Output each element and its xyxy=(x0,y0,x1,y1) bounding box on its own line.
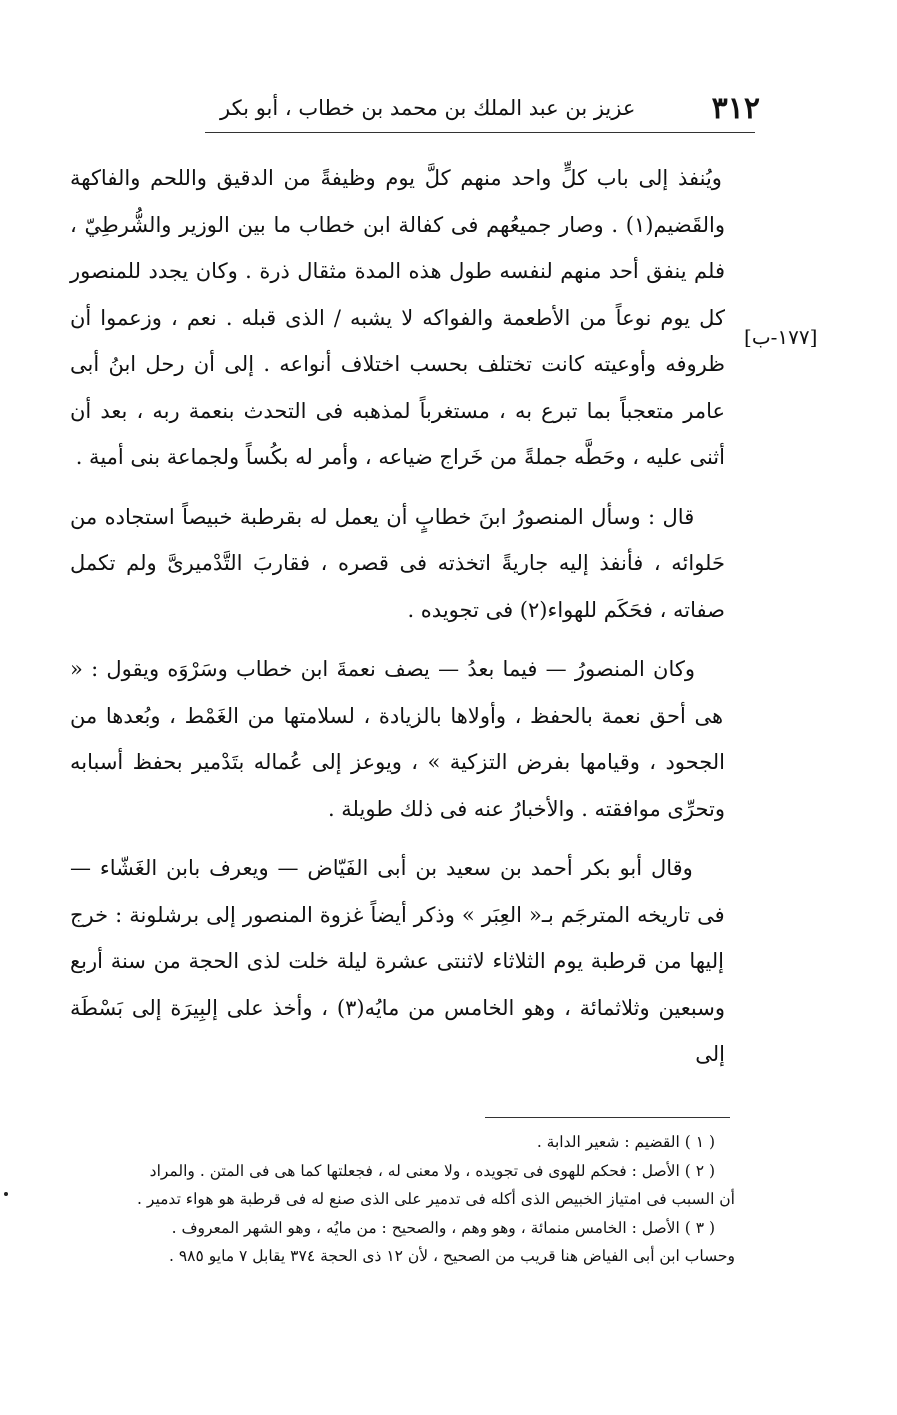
header-rule xyxy=(205,132,755,133)
text-line: تختلف بحسب اختلاف أنواعه . إلى أن رحل ابنُ أبى عامر متعجباً بما تبرع به ، xyxy=(70,352,725,423)
text-line: فحَكَم للهواء(٢) فى تجويده . xyxy=(407,597,653,622)
text-line: وكان المنصورُ — فيما بعدُ — يصف نعمةَ ابن خطاب وسَرْوَه ويقول : xyxy=(82,657,695,681)
text-line: وسبعين وثلاثمائة ، وهو الخامس من مايُه(٣) ، وأخذ على إلبِيرَة إلى بَسْطَة إلى xyxy=(70,995,725,1066)
footnotes xyxy=(55,1128,735,1271)
text-line: أحد منهم لنفسه طول هذه المدة مثقال ذرة . وكان يجدد للمنصور كل يوم نوعاً من xyxy=(70,259,725,330)
text-line: إليها من قرطبة يوم الثلاثاء لاثنتى عشرة ليلة خلت لذى الحجة من سنة أربع xyxy=(70,949,724,973)
text-line: « هى أحق نعمة بالحفظ ، وأولاها بالزيادة ، لسلامتها من الغَمْط ، وبُعدها من xyxy=(70,657,724,728)
footnote-3: ( ٣ ) الأصل : الخامس منمائة ، وهو وهم ، والصحيح : من مايُه ، وهو الشهر المعروف . xyxy=(171,1218,715,1237)
text-line: موافقته . والأخبارُ عنه فى ذلك طويلة . xyxy=(327,796,661,821)
text-line: الجحود ، وقيامها بفرض التزكية » ، ويوعز إلى عُماله بتَدْمير بحفظ أسبابه وتحرِّى xyxy=(70,750,725,821)
text-line: مستغرباً لمذهبه فى التحدث بنعمة ربه ، بعد أن أثنى عليه ، وحَطَّه جملةً من خَراج xyxy=(70,398,725,469)
paragraph-1 xyxy=(70,155,725,481)
text-line: ويُنفذ إلى باب كلٍّ واحد منهم كلَّ يوم وظيفةً من الدقيق واللحم والفاكهة xyxy=(70,166,722,190)
footnote-3-continuation: وحساب ابن أبى الفياض هنا قريب من الصحيح ، لأن ١٢ ذى الحجة ٣٧٤ يقابل ٧ مايو ٩٨٥ . xyxy=(169,1247,735,1265)
text-line: والقَضيم(١) . وصار جميعُهم فى كفالة ابن خطاب ما بين الوزير والشُّرطِيّ ، فلم ينفق xyxy=(70,212,725,283)
text-line: حَلوائه ، فأنفذ إليه جاريةً اتخذته فى قصره ، فقاربَ التَّدْميرىَّ ولم تكمل صفاته ، xyxy=(70,551,725,622)
text-line: الأطعمة والفواكه لا يشبه / الذى قبله . نعم ، وزعموا أن ظروفه وأوعيته كانت xyxy=(70,305,725,376)
footnote-2-continuation: أن السبب فى امتياز الخبيص الذى أكله فى تدمير على الذى صنع له فى قرطبة هو هواء تدمير . xyxy=(137,1190,735,1208)
main-text xyxy=(70,155,725,1078)
manuscript-folio-marker: [١٧٧-ب] xyxy=(744,325,818,349)
paragraph-2 xyxy=(70,494,725,634)
running-header xyxy=(200,88,760,128)
text-line: وقال أبو بكر أحمد بن سعيد بن أبى الفَيّاض — ويعرف بابن الغَشّاء — xyxy=(70,856,693,880)
paragraph-3 xyxy=(70,646,725,832)
ink-speck xyxy=(4,1192,8,1196)
text-line: ضياعه ، وأمر له بكُساً ولجماعة بنى أمية . xyxy=(75,445,433,469)
footnote-rule xyxy=(485,1117,730,1118)
running-title: عزيز بن عبد الملك بن محمد بن خطاب ، أبو بكر xyxy=(220,96,636,120)
footnote-1: ( ١ ) القضيم : شعير الدابة . xyxy=(536,1133,715,1151)
footnote-2: ( ٢ ) الأصل : فحكم للهوى فى تجويده ، ولا معنى له ، فجعلتها كما هى فى المتن . والمراد xyxy=(149,1161,715,1180)
page-number: ٣١٢ xyxy=(711,90,760,126)
text-line: قال : وسأل المنصورُ ابنَ خطابٍ أن يعمل له بقرطبة خبيصاً استجاده من xyxy=(70,504,695,529)
paragraph-4 xyxy=(70,845,725,1078)
text-line: فى تاريخه المترجَم بـ« العِبَر » وذكر أيضاً غزوة المنصور إلى برشلونة : خرج xyxy=(70,902,725,927)
